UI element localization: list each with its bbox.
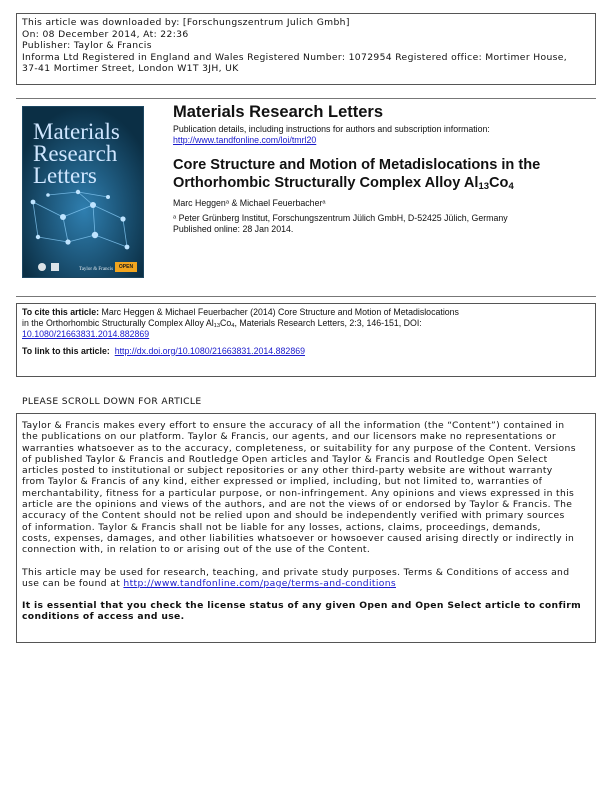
terms-conditions-link[interactable]: http://www.tandfonline.com/page/terms-and-conditions (123, 577, 396, 589)
citation-box (16, 303, 596, 377)
citation-line: To cite this article: Marc Heggen & Michael Feuerbacher (2014) Core Structure and Motion of Metadislocations (22, 307, 459, 317)
terms-box (16, 413, 596, 643)
divider (16, 296, 596, 297)
citation-line (22, 329, 590, 340)
article-title-line: Orthorhombic Structurally Complex Alloy $Al_{13}Co_4$ (173, 175, 514, 192)
publication-details: Publication details, including instructions for authors and subscription information: (173, 124, 490, 134)
terms-line: connection with, in relation to or arising out of the use of the Content. (22, 544, 371, 556)
citation-line: in the Orthorhombic Structurally Complex Alloy $Al_{13}Co_4$, Materials Research Letters, 2:3, 146-151, DOI: (22, 318, 422, 330)
license-notice-line: conditions of access and use. (22, 611, 185, 623)
terms-line: merchantability, fitness for a particular purpose, or non-infringement. Any opinions and views expressed in this (22, 487, 575, 499)
terms-line: costs, expenses, damages, and other liabilities whatsoever or howsoever caused arising directly or indirectly in (22, 532, 575, 544)
cover-title (33, 121, 143, 187)
open-access-badge: OPEN (115, 262, 137, 272)
journal-url-link[interactable]: http://www.tandfonline.com/loi/tmrl20 (173, 135, 317, 145)
authors: Marc Heggen$^a$ & Michael Feuerbacher$^a$ (173, 198, 326, 208)
download-line: Publisher: Taylor & Francis (22, 40, 152, 52)
cover-title-line: Materials (33, 119, 120, 144)
license-notice-line: It is essential that you check the license status of any given Open and Open Select article to confirm (22, 600, 582, 612)
journal-name: Materials Research Letters (173, 103, 384, 121)
cover-title-line: Letters (33, 163, 97, 188)
terms-line: Taylor & Francis makes every effort to ensure the accuracy of all the information (the “Content”) contained in (22, 420, 565, 431)
download-line: Informa Ltd Registered in England and Wales Registered Number: 1072954 Registered office: Mortimer House, (22, 51, 568, 63)
divider (16, 98, 596, 99)
terms-line: warranties whatsoever as to the accuracy, completeness, or suitability for any purpose of the Content. Versions (22, 442, 576, 454)
paragraph-gap (22, 556, 590, 567)
terms-line: of information. Taylor & Francis shall not be liable for any losses, actions, claims, proceedings, demands, (22, 521, 541, 533)
download-line: This article was downloaded by: [Forschungszentrum Julich Gmbh] (22, 17, 350, 28)
terms-line: from Taylor & Francis of any kind, either expressed or implied, including, but not limited to, warranties of (22, 476, 543, 488)
terms-line: This article may be used for research, teaching, and private study purposes. Terms & Conditions of access and (22, 566, 570, 578)
terms-line: of published Taylor & Francis and Routledge Open articles and Taylor & Francis and Routledge Open Select (22, 453, 548, 465)
paragraph-gap (22, 589, 590, 600)
affiliation: $^a$ Peter Grünberg Institut, Forschungszentrum Jülich GmbH, D-52425 Jülich, Germany (173, 213, 508, 223)
scroll-notice: PLEASE SCROLL DOWN FOR ARTICLE (22, 396, 202, 407)
link-to-article-row: To link to this article: http://dx.doi.org/10.1080/21663831.2014.882869 (22, 345, 305, 356)
terms-line: article are the opinions and views of the authors, and are not the views of or endorsed by Taylor & Francis. The (22, 499, 573, 511)
download-info-box (16, 13, 596, 85)
cover-title-line: Research (33, 141, 118, 166)
download-line: 37-41 Mortimer Street, London W1T 3JH, UK (22, 63, 239, 75)
terms-line: use can be found at http://www.tandfonline.com/page/terms-and-conditions (22, 577, 396, 589)
publisher-logo: Taylor & Francis (79, 267, 114, 272)
article-title-line: Core Structure and Motion of Metadislocations in the (173, 157, 541, 173)
article-url-link[interactable]: http://dx.doi.org/10.1080/21663831.2014.882869 (114, 345, 305, 356)
terms-line: accuracy of the Content should not be relied upon and should be independently verified with primary sources (22, 510, 565, 522)
terms-line: articles posted to institutional or subject repositories or any other third-party website are without warranty (22, 465, 553, 477)
journal-cover-image (22, 106, 144, 278)
download-line: On: 08 December 2014, At: 22:36 (22, 28, 189, 40)
terms-line: the publications on our platform. Taylor & Francis, our agents, and our licensors make no representations or (22, 431, 557, 443)
doi-link[interactable]: 10.1080/21663831.2014.882869 (22, 329, 150, 340)
published-date: Published online: 28 Jan 2014. (173, 224, 294, 234)
article-title (173, 156, 593, 192)
